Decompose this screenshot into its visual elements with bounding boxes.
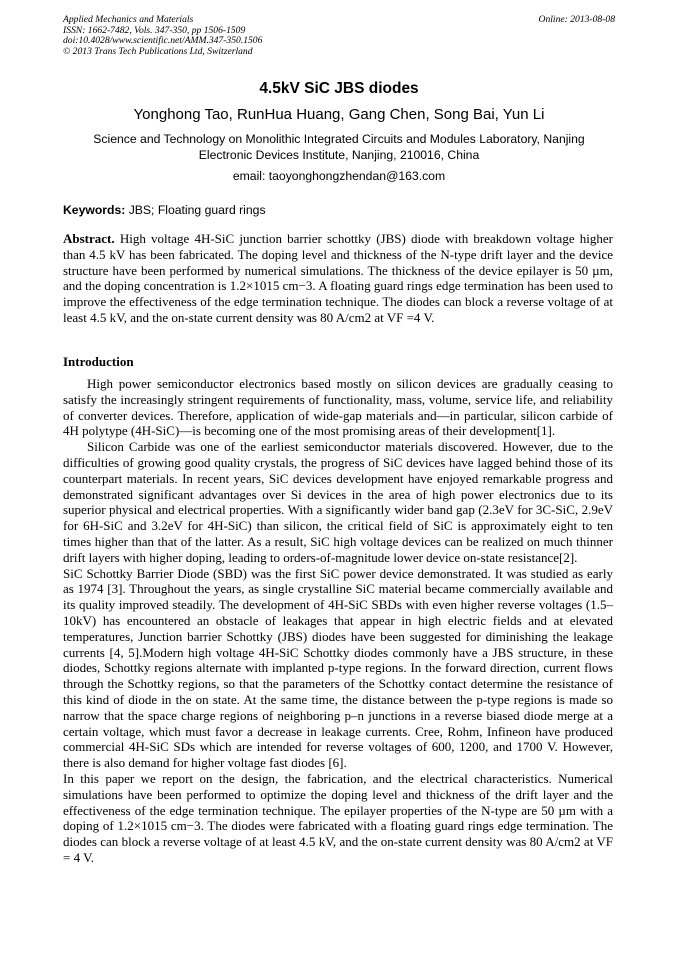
- affiliation: Science and Technology on Monolithic Integrated Circuits and Modules Laboratory, Nanjing Electronic Devices Institute, Nanjing, 210016, China: [93, 132, 585, 162]
- abstract: [63, 231, 613, 326]
- copyright-line: © 2013 Trans Tech Publications Ltd, Switzerland: [63, 45, 253, 57]
- intro-paragraph: SiC Schottky Barrier Diode (SBD) was the first SiC power device demonstrated. It was studied as early as 1974 [3]. Throughout the years, as single crystalline SiC material became commercially available and its quality improved steadily. The development of 4H-SiC SBDs with even higher reverse voltages (1.5–10kV) has encountered an obstacle of leakages that appear in high electric fields and at elevated temperatures, Junction barrier Schottky (JBS) diodes have been suggested for diminishing the leakage currents [4, 5].Modern high voltage 4H-SiC Schottky diodes commonly have a JBS structure, in these diodes, Schottky regions alternate with implanted p-type regions. In the forward direction, current flows through the Schottky regions, so that the parameters of the Schottky contact determine the resistance of this kind of diode in the on state. At the same time, the distance between the p-type regions is made so narrow that the space charge regions of neighboring p–n junctions in a reverse biased diode merge at a certain voltage, which must favor a decrease in leakage currents. Cree, Rohm, Infineon have produced commercial 4H-SiC SDs which are intended for reverse voltages of 600, 1200, and 1700 V. However, there is also demand for higher voltage fast diodes [6].: [63, 565, 613, 771]
- paper-title: 4.5kV SiC JBS diodes: [259, 80, 419, 97]
- author-list: Yonghong Tao, RunHua Huang, Gang Chen, Song Bai, Yun Li: [133, 106, 545, 123]
- section-heading-introduction: Introduction: [63, 354, 134, 369]
- doi-line: doi:10.4028/www.scientific.net/AMM.347-350.1506: [63, 35, 263, 47]
- keywords-label: Keywords:: [63, 203, 126, 217]
- abstract-text: High voltage 4H-SiC junction barrier schottky (JBS) diode with breakdown voltage higher than 4.5 kV has been fabricated. The doping level and thickness of the N-type drift layer and the device structure have been performed by numerical simulations. The thickness of the device epilayer is 50 µm, and the doping concentration is 1.2×1015 cm−3. A floating guard rings edge termination has been used to improve the effectiveness of the edge termination technique. The diodes can block a reverse voltage of at least 4.5 kV, and the on-state current density was 80 A/cm2 at VF =4 V.: [63, 231, 613, 325]
- introduction-body: [63, 376, 613, 866]
- intro-paragraph: In this paper we report on the design, the fabrication, and the electrical characteristics. Numerical simulations have been performed to optimize the doping level and thickness of the drift layer and the effectiveness of the edge termination technique. The epilayer properties of the N-type are 50 µm with a doping of 1.2×1015 cm−3. The diodes were fabricated with a floating guard rings edge termination. The diodes can block a reverse voltage of at least 4.5 kV, and the on-state current density was 80 A/cm2 at VF = 4 V.: [63, 770, 613, 865]
- abstract-label: Abstract.: [63, 231, 115, 246]
- online-date: Online: 2013-08-08: [538, 14, 615, 25]
- author-email: email: taoyonghongzhendan@163.com: [232, 169, 446, 183]
- running-header: [63, 15, 615, 57]
- issn-line: ISSN: 1662-7482, Vols. 347-350, pp 1506-1509: [63, 24, 246, 36]
- keywords: [63, 203, 266, 217]
- keywords-text: JBS; Floating guard rings: [125, 203, 266, 217]
- journal-name: Applied Mechanics and Materials: [63, 14, 194, 25]
- intro-paragraph: Silicon Carbide was one of the earliest semiconductor materials discovered. However, due to the difficulties of growing good quality crystals, the progress of SiC devices have lagged behind those of its counterpart materials. In recent years, SiC devices development have enjoyed remarkable progress and demonstrated significant advantages over Si devices in the area of high power electronics due to its superior physical and electrical properties. With a significantly wider band gap (2.3eV for 3C-SiC, 2.9eV for 6H-SiC and 3.2eV for 4H-SiC) than silicon, the critical field of SiC is approximately eight to ten times higher than that of the latter. As a result, SiC high voltage devices can be realized on much thinner drift layers with higher doping, leading to orders-of-magnitude lower device on-state resistance[2].: [63, 439, 613, 565]
- intro-paragraph: High power semiconductor electronics based mostly on silicon devices are gradually ceasing to satisfy the increasingly stringent requirements of functionality, mass, volume, service life, and reliability of converter devices. Therefore, application of wide-gap materials and—in particular, silicon carbide of 4H polytype (4H-SiC)—is becoming one of the most promising areas of their development[1].: [63, 376, 613, 439]
